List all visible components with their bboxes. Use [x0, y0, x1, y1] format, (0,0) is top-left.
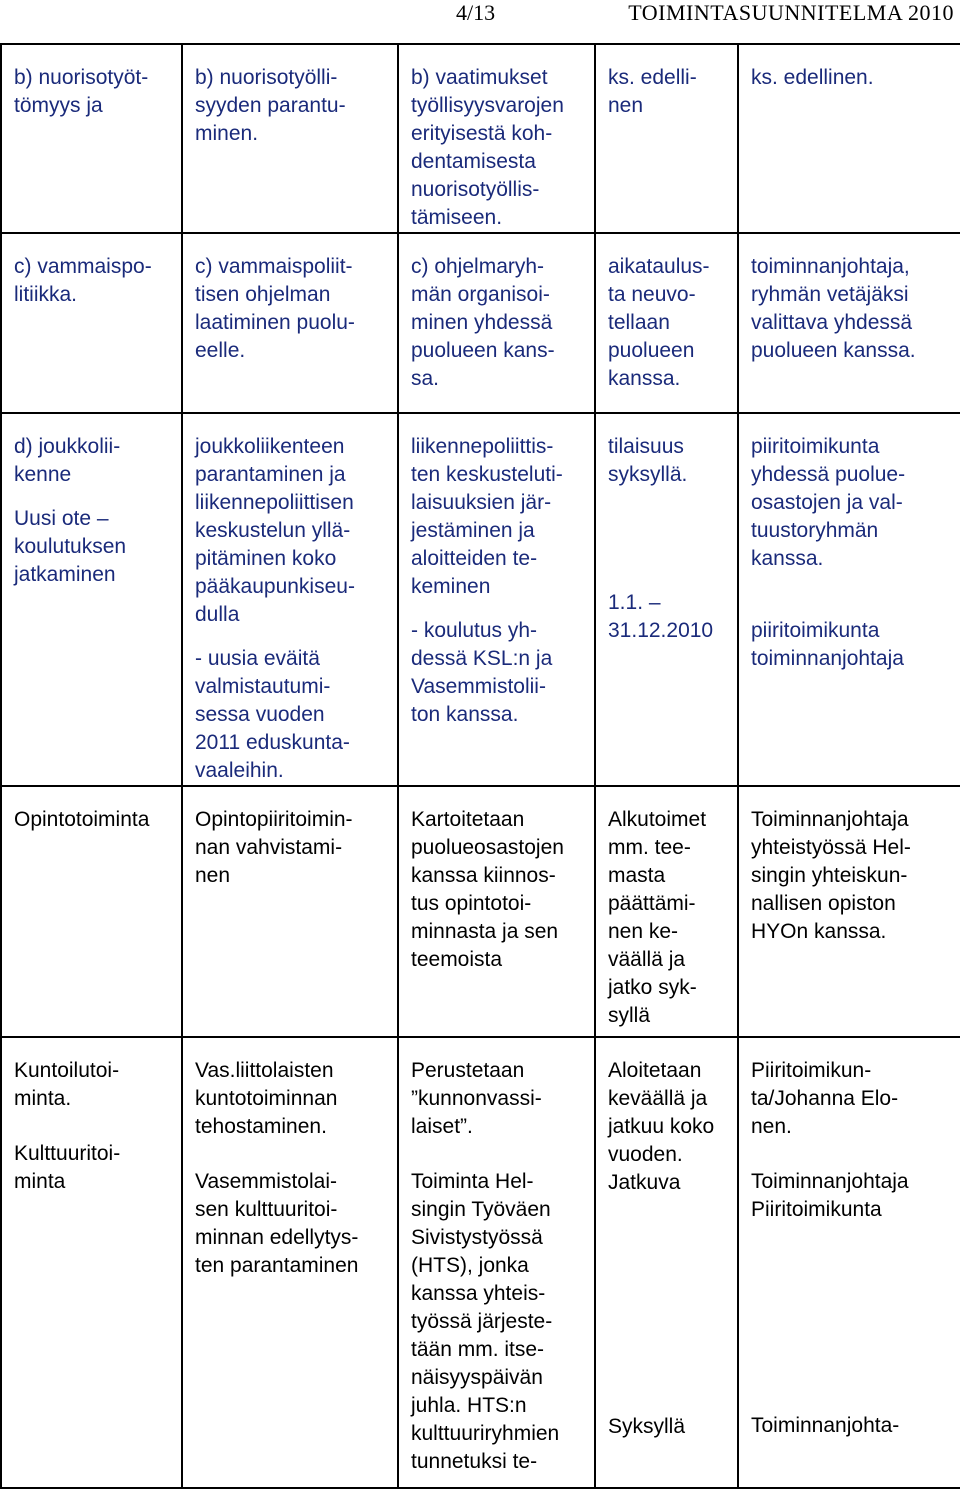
cell-text: ks. edelli- nen	[608, 66, 697, 117]
cell-text: Opintopiiritoimin- nan vahvistami- nen	[195, 808, 353, 887]
document-title: TOIMINTASUUNNITELMA 2010	[628, 0, 954, 25]
table-row	[1, 44, 960, 233]
cell-text: Syksyllä	[608, 1415, 686, 1438]
table-cell	[595, 1037, 738, 1488]
cell-text: Toiminnanjohta-	[751, 1414, 900, 1437]
page-number: 4/13	[456, 0, 496, 25]
table-row	[1, 413, 960, 786]
cell-text: ks. edellinen.	[751, 66, 874, 89]
table-cell	[398, 786, 595, 1037]
table-cell	[595, 413, 738, 786]
cell-text: Vasemmistolai- sen kulttuuritoi- minnan edellytys- ten parantaminen	[195, 1170, 359, 1277]
table-cell	[182, 44, 398, 233]
table-cell	[398, 413, 595, 786]
table-row	[1, 786, 960, 1037]
cell-text: tilaisuus syksyllä.	[608, 435, 688, 486]
cell-text: b) nuorisotyöt- tömyys ja	[14, 66, 149, 117]
table-cell	[398, 233, 595, 413]
table-cell	[182, 786, 398, 1037]
table-cell	[1, 1037, 182, 1488]
cell-text: c) vammaispoliit- tisen ohjelman laatiminen puolu- eelle.	[195, 255, 355, 362]
table-row	[1, 233, 960, 413]
table-row	[1, 1037, 960, 1488]
table-cell	[182, 413, 398, 786]
cell-text: Alkutoimet mm. tee- masta päättämi- nen ke- väällä ja jatko syk- syllä	[608, 808, 707, 1027]
cell-text: 1.1. – 31.12.2010	[608, 591, 714, 642]
cell-text: - uusia eväitä valmistautumi- sessa vuoden 2011 eduskunta- vaaleihin.	[195, 647, 350, 782]
table-cell	[1, 233, 182, 413]
cell-text: aikataulus- ta neuvo- tellaan puolueen kanssa.	[608, 255, 710, 390]
cell-text: Kuntoilutoi- minta.	[14, 1059, 120, 1110]
cell-text: Opintotoiminta	[14, 808, 150, 831]
table-cell	[738, 413, 960, 786]
cell-text: Toiminta Hel- singin Työväen Sivistystyössä (HTS), jonka kanssa yhteis- työssä järjeste- tään mm. itse- näisyyspäivän juhla. HTS:n kulttuuriryhmien tunnetuksi te-	[411, 1170, 560, 1473]
cell-text: Jatkuva	[608, 1171, 681, 1194]
cell-text: Aloitetaan keväällä ja jatkuu koko vuoden.	[608, 1059, 715, 1166]
page-header	[0, 0, 960, 42]
table-cell	[595, 786, 738, 1037]
cell-text: piiritoimikunta yhdessä puolue- osastojen ja val- tuustoryhmän kanssa.	[751, 435, 906, 570]
table-cell	[738, 1037, 960, 1488]
table-cell	[595, 44, 738, 233]
table-cell	[182, 1037, 398, 1488]
table-cell	[1, 413, 182, 786]
cell-text: Vas.liittolaisten kuntotoiminnan tehostaminen.	[195, 1059, 338, 1138]
table-cell	[398, 1037, 595, 1488]
table-cell	[182, 233, 398, 413]
table-cell	[738, 44, 960, 233]
table-cell	[398, 44, 595, 233]
cell-text: Piiritoimikun- ta/Johanna Elo- nen.	[751, 1059, 899, 1138]
cell-text: c) vammaispo- litiikka.	[14, 255, 152, 306]
action-plan-table	[0, 43, 960, 1489]
cell-text: piiritoimikunta toiminnanjohtaja	[751, 619, 904, 670]
cell-text: Toiminnanjohtaja Piiritoimikunta	[751, 1170, 909, 1221]
table-cell	[738, 233, 960, 413]
table-cell	[1, 786, 182, 1037]
cell-text: d) joukkolii- kenne	[14, 435, 121, 486]
cell-text: Perustetaan ”kunnonvassi- laiset”.	[411, 1059, 542, 1138]
cell-text: liikennepoliittis- ten keskusteluti- laisuuksien jär- jestäminen ja aloitteiden te- keminen	[411, 435, 563, 598]
table-cell	[1, 44, 182, 233]
cell-text: Toiminnanjohtaja yhteistyössä Hel- singin yhteiskun- nallisen opiston HYOn kanssa.	[751, 808, 911, 943]
cell-text: toiminnanjohtaja, ryhmän vetäjäksi valittava yhdessä puolueen kanssa.	[751, 255, 916, 362]
table-cell	[738, 786, 960, 1037]
cell-text: c) ohjelmaryh- män organisoi- minen yhdessä puolueen kans- sa.	[411, 255, 555, 390]
cell-text: Uusi ote – koulutuksen jatkaminen	[14, 507, 127, 586]
cell-text: Kulttuuritoi- minta	[14, 1142, 121, 1193]
cell-text: b) vaatimukset työllisyysvarojen erityisestä koh- dentamisesta nuorisotyöllis- tämiseen.	[411, 66, 564, 229]
cell-text: Kartoitetaan puolueosastojen kanssa kiinnos- tus opintotoi- minnasta ja sen teemoista	[411, 808, 564, 971]
cell-text: - koulutus yh- dessä KSL:n ja Vasemmistolii- ton kanssa.	[411, 619, 553, 726]
cell-text: b) nuorisotyölli- syyden parantu- minen.	[195, 66, 346, 145]
table-cell	[595, 233, 738, 413]
cell-text: joukkoliikenteen parantaminen ja liikennepoliittisen keskustelun yllä- pitäminen koko pääkaupunkiseu- dulla	[195, 435, 355, 626]
